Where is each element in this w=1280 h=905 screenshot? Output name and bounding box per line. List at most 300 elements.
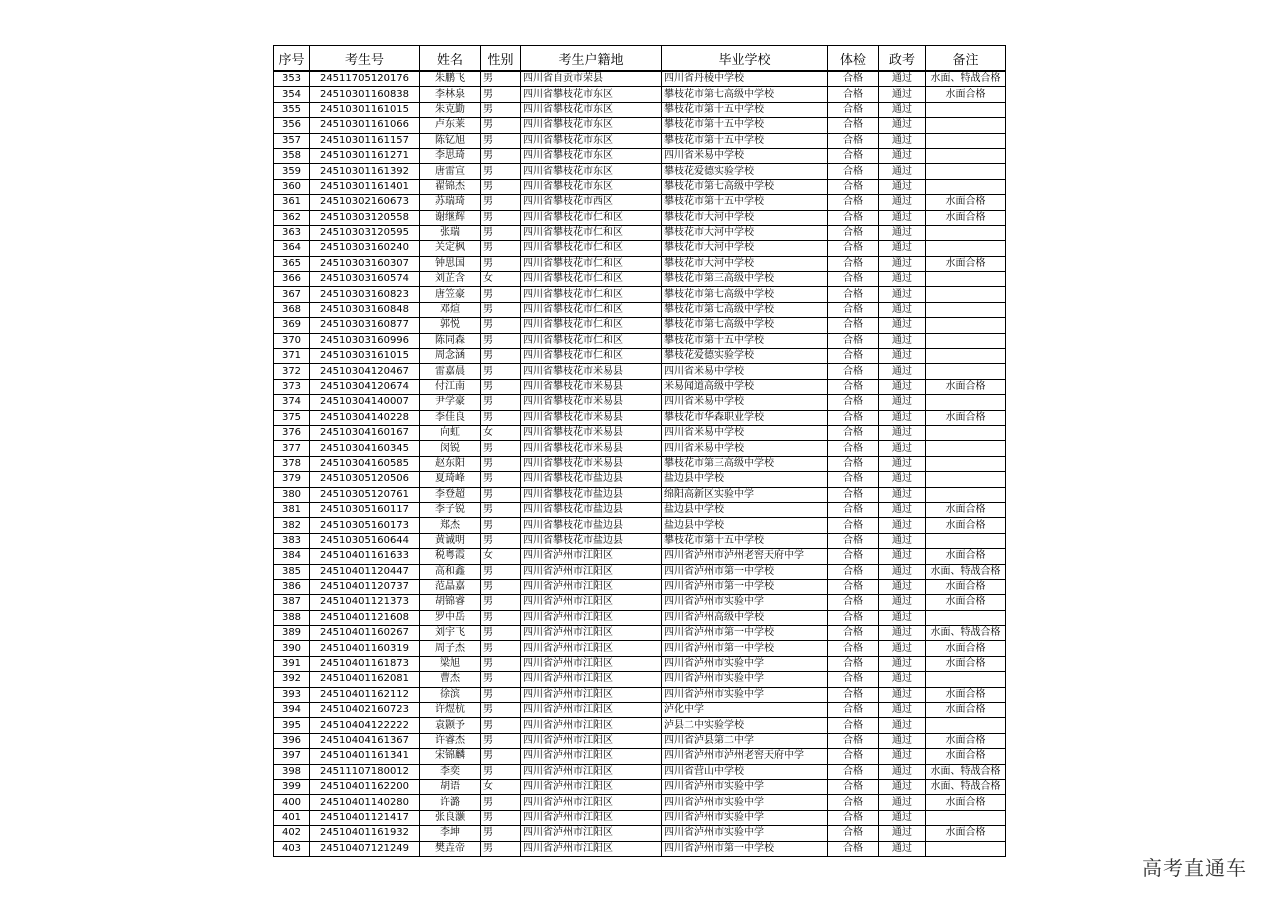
cell-name: 罗中岳: [420, 610, 481, 625]
cell-seq: 363: [274, 225, 310, 240]
cell-name: 李奕: [420, 764, 481, 779]
cell-gender: 男: [481, 687, 521, 702]
cell-seq: 362: [274, 210, 310, 225]
cell-gender: 男: [481, 225, 521, 240]
table-row: [274, 195, 1006, 210]
cell-exam-id: 24510304140228: [310, 410, 420, 425]
cell-household: 四川省泸州市江阳区: [521, 749, 662, 764]
cell-name: 钟思国: [420, 256, 481, 271]
cell-school: 攀枝花爱德实验学校: [662, 349, 828, 364]
cell-name: 范晶嘉: [420, 579, 481, 594]
cell-gender: 男: [481, 579, 521, 594]
cell-seq: 383: [274, 533, 310, 548]
cell-seq: 388: [274, 610, 310, 625]
table-row: [274, 641, 1006, 656]
cell-gender: 男: [481, 364, 521, 379]
cell-household: 四川省自贡市荣县: [521, 71, 662, 87]
cell-political-review: 通过: [879, 718, 926, 733]
cell-gender: 男: [481, 395, 521, 410]
cell-household: 四川省攀枝花市仁和区: [521, 241, 662, 256]
cell-gender: 男: [481, 302, 521, 317]
cell-household: 四川省攀枝花市仁和区: [521, 318, 662, 333]
cell-school: 攀枝花市第十五中学校: [662, 333, 828, 348]
cell-gender: 男: [481, 71, 521, 87]
cell-political-review: 通过: [879, 256, 926, 271]
cell-remarks: 水面合格: [926, 256, 1006, 271]
cell-physical-exam: 合格: [828, 225, 879, 240]
cell-name: 许睿杰: [420, 733, 481, 748]
cell-remarks: 水面合格: [926, 826, 1006, 841]
cell-remarks: [926, 718, 1006, 733]
cell-school: 四川省泸州市实验中学: [662, 595, 828, 610]
cell-remarks: [926, 610, 1006, 625]
cell-gender: 男: [481, 148, 521, 163]
cell-name: 陈钇旭: [420, 133, 481, 148]
cell-physical-exam: 合格: [828, 810, 879, 825]
cell-school: 攀枝花爱德实验学校: [662, 164, 828, 179]
cell-gender: 男: [481, 210, 521, 225]
cell-remarks: 水面合格: [926, 595, 1006, 610]
cell-remarks: [926, 179, 1006, 194]
cell-name: 郭悦: [420, 318, 481, 333]
table-row: [274, 749, 1006, 764]
cell-remarks: 水面、特战合格: [926, 564, 1006, 579]
cell-physical-exam: 合格: [828, 656, 879, 671]
cell-exam-id: 24510401120737: [310, 579, 420, 594]
table-row: [274, 564, 1006, 579]
cell-seq: 397: [274, 749, 310, 764]
table-row: [274, 533, 1006, 548]
cell-political-review: 通过: [879, 241, 926, 256]
cell-school: 四川省泸州市实验中学: [662, 672, 828, 687]
cell-physical-exam: 合格: [828, 395, 879, 410]
cell-name: 邓煊: [420, 302, 481, 317]
cell-name: 梁旭: [420, 656, 481, 671]
cell-gender: 男: [481, 703, 521, 718]
cell-remarks: [926, 425, 1006, 440]
cell-household: 四川省泸州市江阳区: [521, 810, 662, 825]
cell-seq: 355: [274, 102, 310, 117]
cell-exam-id: 24510301160838: [310, 87, 420, 102]
cell-school: 攀枝花市第十五中学校: [662, 533, 828, 548]
cell-seq: 377: [274, 441, 310, 456]
table-row: [274, 102, 1006, 117]
cell-physical-exam: 合格: [828, 733, 879, 748]
cell-gender: 女: [481, 779, 521, 794]
table-row: [274, 579, 1006, 594]
cell-physical-exam: 合格: [828, 349, 879, 364]
table-row: [274, 225, 1006, 240]
cell-household: 四川省泸州市江阳区: [521, 795, 662, 810]
cell-seq: 360: [274, 179, 310, 194]
header-exam-id: 考生号: [310, 46, 420, 72]
cell-name: 许潞: [420, 795, 481, 810]
cell-household: 四川省泸州市江阳区: [521, 610, 662, 625]
cell-name: 周子杰: [420, 641, 481, 656]
table-row: [274, 318, 1006, 333]
cell-household: 四川省攀枝花市仁和区: [521, 272, 662, 287]
cell-political-review: 通过: [879, 133, 926, 148]
cell-name: 雷嘉晨: [420, 364, 481, 379]
cell-school: 四川省营山中学校: [662, 764, 828, 779]
cell-remarks: 水面、特战合格: [926, 626, 1006, 641]
cell-political-review: 通过: [879, 579, 926, 594]
table-header-row: [274, 46, 1006, 72]
cell-household: 四川省泸州市江阳区: [521, 687, 662, 702]
header-physical-exam: 体检: [828, 46, 879, 72]
cell-gender: 男: [481, 718, 521, 733]
cell-school: 盐边县中学校: [662, 502, 828, 517]
cell-household: 四川省泸州市江阳区: [521, 841, 662, 856]
cell-political-review: 通过: [879, 672, 926, 687]
cell-gender: 男: [481, 656, 521, 671]
cell-remarks: [926, 133, 1006, 148]
cell-physical-exam: 合格: [828, 441, 879, 456]
cell-political-review: 通过: [879, 287, 926, 302]
cell-exam-id: 24510401162112: [310, 687, 420, 702]
cell-seq: 361: [274, 195, 310, 210]
cell-physical-exam: 合格: [828, 502, 879, 517]
cell-name: 朱克勤: [420, 102, 481, 117]
cell-name: 曹杰: [420, 672, 481, 687]
cell-seq: 375: [274, 410, 310, 425]
cell-physical-exam: 合格: [828, 703, 879, 718]
cell-seq: 359: [274, 164, 310, 179]
cell-gender: 男: [481, 487, 521, 502]
cell-exam-id: 24510304160167: [310, 425, 420, 440]
table-row: [274, 610, 1006, 625]
cell-school: 攀枝花市第七高级中学校: [662, 87, 828, 102]
table-row: [274, 364, 1006, 379]
cell-name: 樊垚帝: [420, 841, 481, 856]
cell-remarks: [926, 241, 1006, 256]
cell-exam-id: 24510404161367: [310, 733, 420, 748]
cell-political-review: 通过: [879, 272, 926, 287]
cell-political-review: 通过: [879, 779, 926, 794]
cell-name: 黄诚明: [420, 533, 481, 548]
cell-remarks: [926, 225, 1006, 240]
cell-household: 四川省攀枝花市东区: [521, 87, 662, 102]
cell-remarks: 水面合格: [926, 210, 1006, 225]
cell-remarks: 水面合格: [926, 379, 1006, 394]
cell-political-review: 通过: [879, 610, 926, 625]
cell-seq: 384: [274, 549, 310, 564]
cell-seq: 379: [274, 472, 310, 487]
cell-name: 赵东阳: [420, 456, 481, 471]
cell-gender: 男: [481, 733, 521, 748]
cell-remarks: 水面合格: [926, 795, 1006, 810]
cell-gender: 男: [481, 241, 521, 256]
cell-school: 攀枝花市大河中学校: [662, 241, 828, 256]
table-row: [274, 133, 1006, 148]
cell-physical-exam: 合格: [828, 564, 879, 579]
cell-household: 四川省攀枝花市盐边县: [521, 487, 662, 502]
cell-school: 攀枝花市第十五中学校: [662, 102, 828, 117]
cell-household: 四川省泸州市江阳区: [521, 779, 662, 794]
cell-household: 四川省攀枝花市仁和区: [521, 349, 662, 364]
cell-name: 刘宇飞: [420, 626, 481, 641]
cell-political-review: 通过: [879, 349, 926, 364]
cell-physical-exam: 合格: [828, 410, 879, 425]
cell-remarks: [926, 349, 1006, 364]
cell-household: 四川省泸州市江阳区: [521, 672, 662, 687]
cell-physical-exam: 合格: [828, 71, 879, 87]
cell-seq: 368: [274, 302, 310, 317]
cell-remarks: [926, 333, 1006, 348]
watermark-logo-text: 高考直通车: [1142, 856, 1247, 880]
table-row: [274, 487, 1006, 502]
cell-exam-id: 24510401161633: [310, 549, 420, 564]
cell-seq: 357: [274, 133, 310, 148]
cell-household: 四川省攀枝花市仁和区: [521, 333, 662, 348]
cell-exam-id: 24510304140007: [310, 395, 420, 410]
cell-school: 四川省米易中学校: [662, 395, 828, 410]
cell-name: 高和鑫: [420, 564, 481, 579]
cell-remarks: [926, 148, 1006, 163]
cell-seq: 394: [274, 703, 310, 718]
cell-gender: 男: [481, 810, 521, 825]
table-row: [274, 703, 1006, 718]
cell-political-review: 通过: [879, 425, 926, 440]
cell-name: 宋锦麟: [420, 749, 481, 764]
cell-political-review: 通过: [879, 795, 926, 810]
header-name: 姓名: [420, 46, 481, 72]
cell-seq: 380: [274, 487, 310, 502]
cell-exam-id: 24510303160823: [310, 287, 420, 302]
cell-school: 攀枝花市第十五中学校: [662, 195, 828, 210]
cell-physical-exam: 合格: [828, 133, 879, 148]
cell-exam-id: 24510303160877: [310, 318, 420, 333]
cell-school: 四川省泸州市泸州老窖天府中学: [662, 549, 828, 564]
cell-gender: 女: [481, 549, 521, 564]
cell-exam-id: 24510305160117: [310, 502, 420, 517]
cell-school: 盐边县中学校: [662, 518, 828, 533]
cell-political-review: 通过: [879, 102, 926, 117]
cell-exam-id: 24510404122222: [310, 718, 420, 733]
cell-exam-id: 24510305160644: [310, 533, 420, 548]
cell-physical-exam: 合格: [828, 472, 879, 487]
cell-household: 四川省攀枝花市米易县: [521, 395, 662, 410]
cell-physical-exam: 合格: [828, 533, 879, 548]
cell-seq: 367: [274, 287, 310, 302]
cell-remarks: [926, 487, 1006, 502]
cell-exam-id: 24511107180012: [310, 764, 420, 779]
table-row: [274, 148, 1006, 163]
cell-political-review: 通过: [879, 472, 926, 487]
cell-remarks: 水面合格: [926, 733, 1006, 748]
cell-seq: 372: [274, 364, 310, 379]
cell-political-review: 通过: [879, 179, 926, 194]
cell-school: 四川省米易中学校: [662, 425, 828, 440]
cell-remarks: 水面、特战合格: [926, 764, 1006, 779]
cell-household: 四川省泸州市江阳区: [521, 826, 662, 841]
cell-physical-exam: 合格: [828, 764, 879, 779]
cell-name: 许煜杭: [420, 703, 481, 718]
candidate-table: [273, 45, 1006, 857]
cell-political-review: 通过: [879, 195, 926, 210]
table-row: [274, 764, 1006, 779]
cell-name: 李子锐: [420, 502, 481, 517]
cell-school: 四川省泸州市实验中学: [662, 687, 828, 702]
cell-remarks: [926, 810, 1006, 825]
cell-exam-id: 24510401161932: [310, 826, 420, 841]
table-row: [274, 810, 1006, 825]
cell-political-review: 通过: [879, 441, 926, 456]
cell-seq: 390: [274, 641, 310, 656]
table-row: [274, 395, 1006, 410]
cell-physical-exam: 合格: [828, 718, 879, 733]
cell-school: 米易闻道高级中学校: [662, 379, 828, 394]
table-row: [274, 410, 1006, 425]
cell-gender: 男: [481, 287, 521, 302]
cell-political-review: 通过: [879, 595, 926, 610]
table-row: [274, 71, 1006, 87]
cell-name: 李思琦: [420, 148, 481, 163]
cell-name: 张良灏: [420, 810, 481, 825]
cell-school: 四川省泸州市第一中学校: [662, 579, 828, 594]
header-seq: 序号: [274, 46, 310, 72]
cell-household: 四川省攀枝花市米易县: [521, 364, 662, 379]
cell-gender: 男: [481, 626, 521, 641]
cell-exam-id: 24510301161392: [310, 164, 420, 179]
cell-school: 四川省泸县第二中学: [662, 733, 828, 748]
cell-exam-id: 24510304120467: [310, 364, 420, 379]
table-row: [274, 441, 1006, 456]
cell-physical-exam: 合格: [828, 364, 879, 379]
cell-exam-id: 24510304160345: [310, 441, 420, 456]
cell-school: 泸化中学: [662, 703, 828, 718]
cell-physical-exam: 合格: [828, 610, 879, 625]
cell-household: 四川省攀枝花市东区: [521, 118, 662, 133]
table-row: [274, 302, 1006, 317]
cell-political-review: 通过: [879, 687, 926, 702]
cell-physical-exam: 合格: [828, 687, 879, 702]
cell-exam-id: 24510401162200: [310, 779, 420, 794]
cell-gender: 男: [481, 349, 521, 364]
cell-name: 刘芷含: [420, 272, 481, 287]
cell-household: 四川省泸州市江阳区: [521, 656, 662, 671]
cell-name: 李佳良: [420, 410, 481, 425]
cell-political-review: 通过: [879, 533, 926, 548]
cell-gender: 男: [481, 333, 521, 348]
cell-household: 四川省泸州市江阳区: [521, 733, 662, 748]
table-row: [274, 779, 1006, 794]
cell-remarks: 水面合格: [926, 703, 1006, 718]
cell-political-review: 通过: [879, 318, 926, 333]
cell-gender: 男: [481, 118, 521, 133]
cell-gender: 男: [481, 102, 521, 117]
candidate-list-sheet: [273, 45, 1005, 857]
cell-gender: 男: [481, 841, 521, 856]
cell-gender: 男: [481, 472, 521, 487]
cell-exam-id: 24510301161015: [310, 102, 420, 117]
cell-exam-id: 24510304120674: [310, 379, 420, 394]
cell-remarks: [926, 441, 1006, 456]
cell-seq: 381: [274, 502, 310, 517]
cell-exam-id: 24510301161401: [310, 179, 420, 194]
cell-seq: 371: [274, 349, 310, 364]
cell-seq: 369: [274, 318, 310, 333]
cell-exam-id: 24510401160319: [310, 641, 420, 656]
cell-political-review: 通过: [879, 148, 926, 163]
cell-household: 四川省攀枝花市东区: [521, 148, 662, 163]
cell-household: 四川省攀枝花市盐边县: [521, 518, 662, 533]
cell-household: 四川省泸州市江阳区: [521, 564, 662, 579]
cell-physical-exam: 合格: [828, 256, 879, 271]
cell-remarks: [926, 287, 1006, 302]
cell-seq: 395: [274, 718, 310, 733]
cell-household: 四川省攀枝花市米易县: [521, 456, 662, 471]
cell-name: 李坤: [420, 826, 481, 841]
cell-household: 四川省泸州市江阳区: [521, 549, 662, 564]
cell-name: 陈同森: [420, 333, 481, 348]
table-row: [274, 241, 1006, 256]
cell-exam-id: 24510401121417: [310, 810, 420, 825]
header-gender: 性别: [481, 46, 521, 72]
header-political-review: 政考: [879, 46, 926, 72]
cell-physical-exam: 合格: [828, 826, 879, 841]
cell-political-review: 通过: [879, 826, 926, 841]
cell-school: 四川省米易中学校: [662, 364, 828, 379]
cell-school: 四川省泸州市实验中学: [662, 795, 828, 810]
table-row: [274, 456, 1006, 471]
table-row: [274, 210, 1006, 225]
cell-remarks: 水面合格: [926, 579, 1006, 594]
cell-exam-id: 24510303160240: [310, 241, 420, 256]
cell-gender: 男: [481, 749, 521, 764]
cell-gender: 男: [481, 379, 521, 394]
cell-political-review: 通过: [879, 410, 926, 425]
cell-school: 攀枝花市大河中学校: [662, 225, 828, 240]
cell-gender: 男: [481, 87, 521, 102]
cell-physical-exam: 合格: [828, 118, 879, 133]
table-row: [274, 118, 1006, 133]
table-row: [274, 826, 1006, 841]
cell-political-review: 通过: [879, 641, 926, 656]
cell-physical-exam: 合格: [828, 379, 879, 394]
table-row: [274, 656, 1006, 671]
table-row: [274, 179, 1006, 194]
cell-physical-exam: 合格: [828, 318, 879, 333]
cell-school: 泸县二中实验学校: [662, 718, 828, 733]
table-row: [274, 733, 1006, 748]
cell-exam-id: 24510305120761: [310, 487, 420, 502]
cell-seq: 364: [274, 241, 310, 256]
cell-seq: 366: [274, 272, 310, 287]
cell-seq: 389: [274, 626, 310, 641]
cell-gender: 男: [481, 795, 521, 810]
cell-physical-exam: 合格: [828, 102, 879, 117]
cell-school: 攀枝花市第十五中学校: [662, 118, 828, 133]
table-row: [274, 595, 1006, 610]
cell-school: 攀枝花市第十五中学校: [662, 133, 828, 148]
cell-household: 四川省泸州市江阳区: [521, 595, 662, 610]
cell-school: 攀枝花市第七高级中学校: [662, 318, 828, 333]
cell-name: 谢继辉: [420, 210, 481, 225]
cell-gender: 男: [481, 564, 521, 579]
cell-household: 四川省攀枝花市仁和区: [521, 256, 662, 271]
cell-household: 四川省攀枝花市米易县: [521, 410, 662, 425]
cell-gender: 男: [481, 533, 521, 548]
cell-household: 四川省攀枝花市西区: [521, 195, 662, 210]
cell-remarks: 水面合格: [926, 749, 1006, 764]
cell-exam-id: 24510303160574: [310, 272, 420, 287]
cell-exam-id: 24510305120506: [310, 472, 420, 487]
cell-school: 四川省泸州市第一中学校: [662, 626, 828, 641]
cell-exam-id: 24510305160173: [310, 518, 420, 533]
cell-school: 四川省泸州高级中学校: [662, 610, 828, 625]
cell-political-review: 通过: [879, 395, 926, 410]
